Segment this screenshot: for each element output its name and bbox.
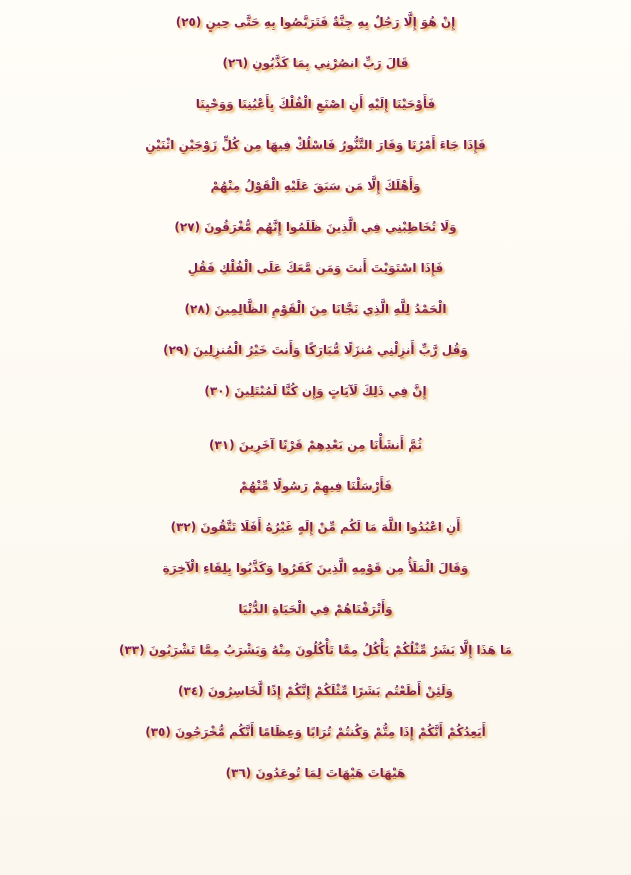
verse-line: قَالَ رَبِّ انصُرْنِي بِمَا كَذَّبُونِ (٢٦) <box>0 43 631 84</box>
verse-line: وَقُل رَّبِّ أَنزِلْنِي مُنزَلًا مُّبَارَكًا وَأَنتَ خَيْرُ الْمُنزِلِينَ (٢٩) <box>0 330 631 371</box>
verse-line: وَأَتْرَفْنَاهُمْ فِي الْحَيَاةِ الدُّنْيَا <box>0 589 631 630</box>
verse-line: أَيَعِدُكُمْ أَنَّكُمْ إِذَا مِتُّمْ وَكُنتُمْ تُرَابًا وَعِظَامًا أَنَّكُم مُّخْرَجُونَ (٣٥) <box>0 712 631 753</box>
verse-line: وَلَا تُخَاطِبْنِي فِي الَّذِينَ ظَلَمُوا إِنَّهُم مُّغْرَقُونَ (٢٧) <box>0 207 631 248</box>
verse-line: فَأَرْسَلْنَا فِيهِمْ رَسُولًا مِّنْهُمْ <box>0 466 631 507</box>
verse-line: ثُمَّ أَنشَأْنَا مِن بَعْدِهِمْ قَرْنًا آخَرِينَ (٣١) <box>0 425 631 466</box>
verse-line: وَقَالَ الْمَلَأُ مِن قَوْمِهِ الَّذِينَ كَفَرُوا وَكَذَّبُوا بِلِقَاءِ الْآخِرَةِ <box>0 548 631 589</box>
verse-line: فَإِذَا اسْتَوَيْتَ أَنتَ وَمَن مَّعَكَ عَلَى الْفُلْكِ فَقُلِ <box>0 248 631 289</box>
verse-line: إِنْ هُوَ إِلَّا رَجُلٌ بِهِ جِنَّةٌ فَتَرَبَّصُوا بِهِ حَتَّى حِينٍ (٢٥) <box>0 2 631 43</box>
verse-line: أَنِ اعْبُدُوا اللَّهَ مَا لَكُم مِّنْ إِلَهٍ غَيْرُهُ أَفَلَا تَتَّقُونَ (٣٢) <box>0 507 631 548</box>
verse-line: هَيْهَاتَ هَيْهَاتَ لِمَا تُوعَدُونَ (٣٦) <box>0 753 631 794</box>
verse-line: وَلَئِنْ أَطَعْتُم بَشَرًا مِّثْلَكُمْ إِنَّكُمْ إِذًا لَّخَاسِرُونَ (٣٤) <box>0 671 631 712</box>
verse-line: فَإِذَا جَاءَ أَمْرُنَا وَفَارَ التَّنُّورُ فَاسْلُكْ فِيهَا مِن كُلٍّ زَوْجَيْنِ اثْنَيْنِ <box>0 125 631 166</box>
verse-line: إِنَّ فِي ذَلِكَ لَآيَاتٍ وَإِن كُنَّا لَمُبْتَلِينَ (٣٠) <box>0 371 631 412</box>
verse-line: الْحَمْدُ لِلَّهِ الَّذِي نَجَّانَا مِنَ الْقَوْمِ الظَّالِمِينَ (٢٨) <box>0 289 631 330</box>
verse-line: فَأَوْحَيْنَا إِلَيْهِ أَنِ اصْنَعِ الْفُلْكَ بِأَعْيُنِنَا وَوَحْيِنَا <box>0 84 631 125</box>
verse-line: وَأَهْلَكَ إِلَّا مَن سَبَقَ عَلَيْهِ الْقَوْلُ مِنْهُمْ <box>0 166 631 207</box>
verse-line: مَا هَذَا إِلَّا بَشَرٌ مِّثْلُكُمْ يَأْكُلُ مِمَّا تَأْكُلُونَ مِنْهُ وَيَشْرَبُ مِمَّا تَشْرَبُونَ (٣٣) <box>0 630 631 671</box>
